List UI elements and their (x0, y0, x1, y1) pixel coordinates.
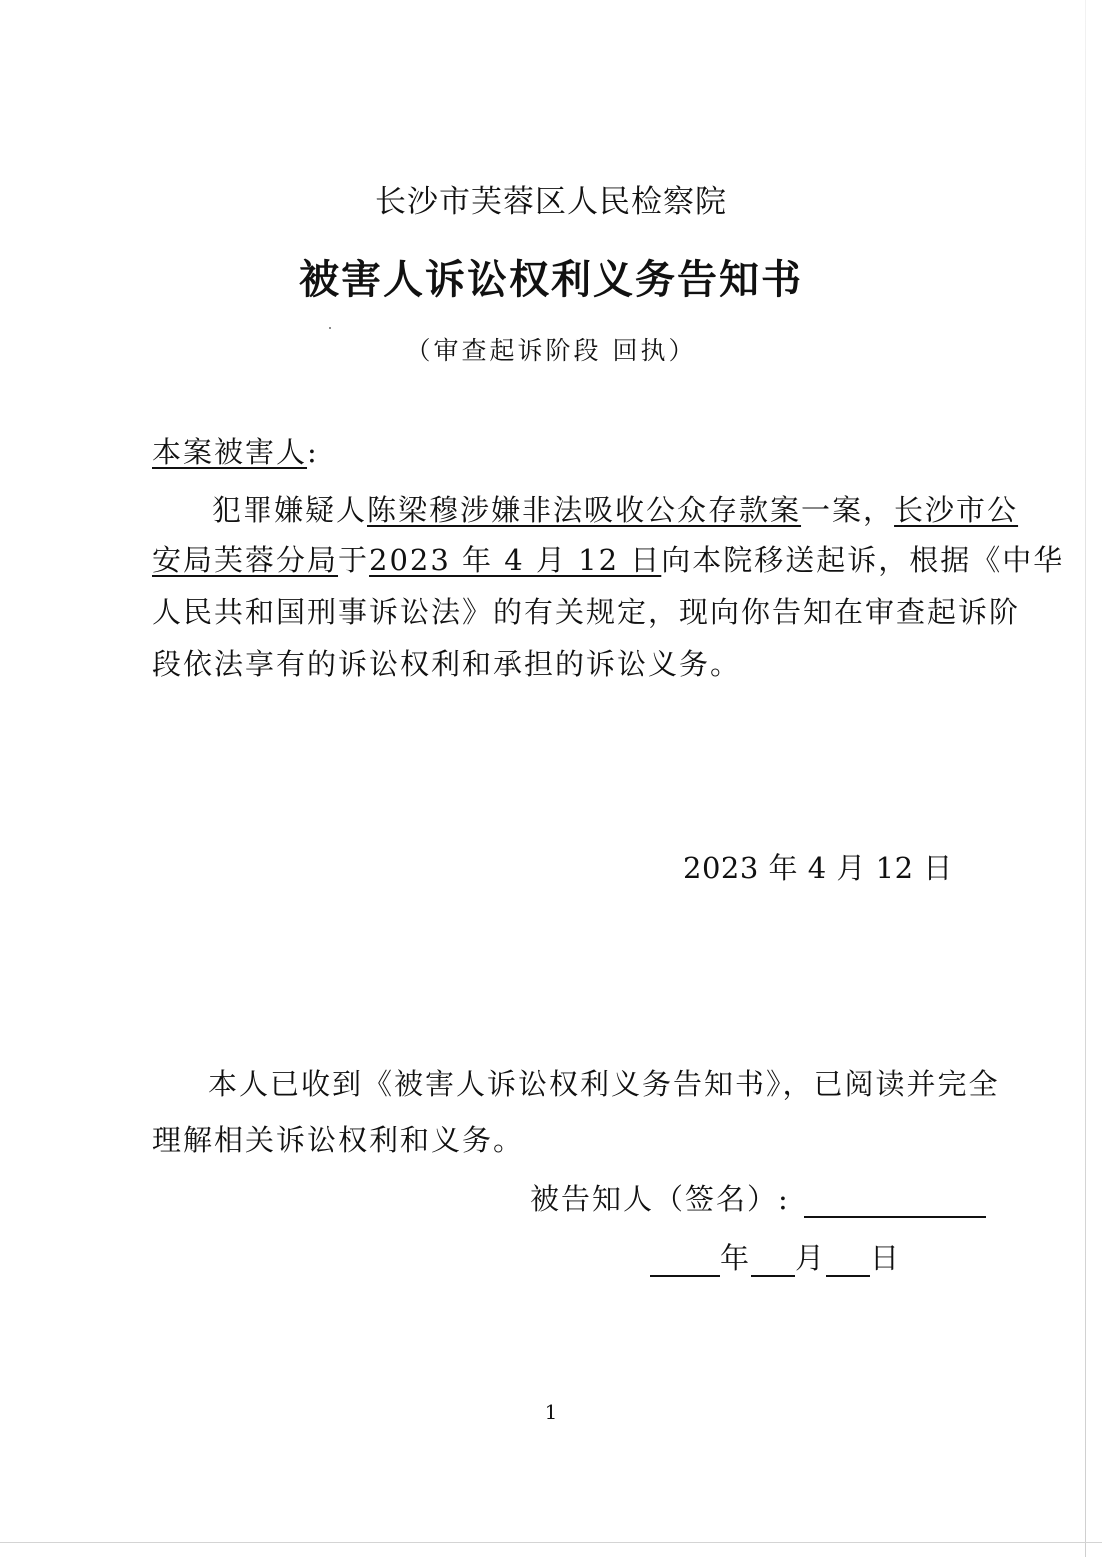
suspect-prefix: 犯罪嫌疑人 (212, 493, 368, 527)
paragraph-line-1 (212, 488, 1018, 529)
recipient-label: 本案被害人 (152, 435, 308, 469)
organization-name: 长沙市芙蓉区人民检察院 (375, 184, 727, 220)
day-blank[interactable] (826, 1247, 870, 1277)
signature-label: 被告知人（签名）: (530, 1182, 790, 1216)
day-label: 日 (870, 1241, 902, 1275)
signature-field[interactable] (804, 1188, 986, 1218)
case-suffix: 一案， (801, 493, 895, 527)
signing-date-row (650, 1236, 901, 1277)
agency-name-part1: 长沙市公 (894, 493, 1019, 527)
acknowledgment-line-1: 本人已收到《被害人诉讼权利义务告知书》，已阅读并完全 (208, 1067, 1000, 1101)
document-subtitle: （审查起诉阶段 回执） (405, 336, 697, 365)
page-number: 1 (544, 1400, 558, 1424)
case-name: 陈梁穆涉嫌非法吸收公众存款案 (367, 493, 802, 527)
acknowledgment-line-2: 理解相关诉讼权利和义务。 (152, 1123, 525, 1157)
paragraph-line-3: 人民共和国刑事诉讼法》的有关规定，现向你告知在审查起诉阶 (152, 595, 1021, 629)
paragraph-line-2 (152, 538, 1064, 579)
scan-speck (329, 327, 331, 329)
recipient-colon: : (307, 435, 319, 469)
year-blank[interactable] (650, 1247, 720, 1277)
yu-text: 于 (338, 543, 370, 577)
paragraph-line-4: 段依法享有的诉讼权利和承担的诉讼义务。 (152, 647, 742, 681)
scan-edge (0, 1542, 1102, 1543)
scan-edge (1085, 0, 1086, 1557)
recipient-line (152, 430, 319, 471)
signature-row (530, 1177, 986, 1218)
document-title: 被害人诉讼权利义务告知书 (299, 256, 803, 303)
paragraph-line-2-rest: 向本院移送起诉，根据《中华 (661, 543, 1065, 577)
transfer-date: 2023 年 4 月 12 日 (369, 543, 662, 577)
month-blank[interactable] (751, 1247, 795, 1277)
agency-name-part2: 安局芙蓉分局 (152, 543, 339, 577)
issue-date: 2023 年 4 月 12 日 (683, 851, 953, 885)
month-label: 月 (795, 1241, 827, 1275)
year-label: 年 (720, 1241, 752, 1275)
